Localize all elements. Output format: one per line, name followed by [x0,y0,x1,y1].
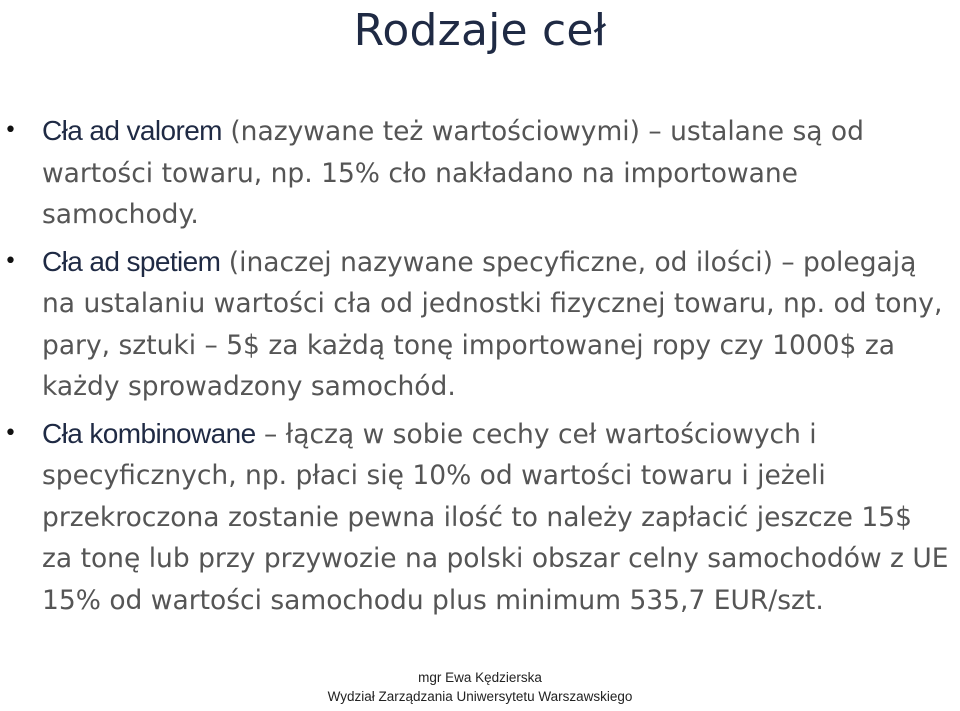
bullet-term: Cła ad valorem [42,115,222,146]
slide-title: Rodzaje ceł [353,5,607,56]
bullet-icon: • [4,118,17,143]
bullet-text: (inaczej nazywane specyficzne, od ilości) – polegają na ustalaniu wartości cła od jednostki fizycznej towaru, np. od tony, pary, sztuki – 5$ za każdą tonę importowanej ropy czy 1000$ za każdy sprowadzony samochód. [42,246,943,402]
bullet-item-ad-valorem [4,110,950,236]
bullet-text: – łączą w sobie cechy ceł wartościowych i specyficznych, np. płaci się 10% od wartości towaru i jeżeli przekroczona zostanie pewna ilość to należy zapłacić jeszcze 15$ za tonę lub przy przywozie na polski obszar celny samochodów z UE 15% od wartości samochodu plus minimum 535,7 EUR/szt. [42,418,949,616]
bullet-term: Cła kombinowane [42,417,256,449]
footer-author: mgr Ewa Kędzierska [418,670,542,685]
bullet-text: (nazywane też wartościowymi) – ustalane są od wartości towaru, np. 15% cło nakładano na importowane samochody. [42,116,864,230]
bullet-term: Cła ad spetiem [42,245,221,277]
bullet-icon: • [4,248,17,274]
bullet-list [4,110,950,626]
bullet-item-ad-spetiem [4,241,950,408]
bullet-icon: • [4,420,17,446]
bullet-item-kombinowane [4,413,950,622]
footer-affiliation: Wydział Zarządzania Uniwersytetu Warszawskiego [327,689,633,704]
